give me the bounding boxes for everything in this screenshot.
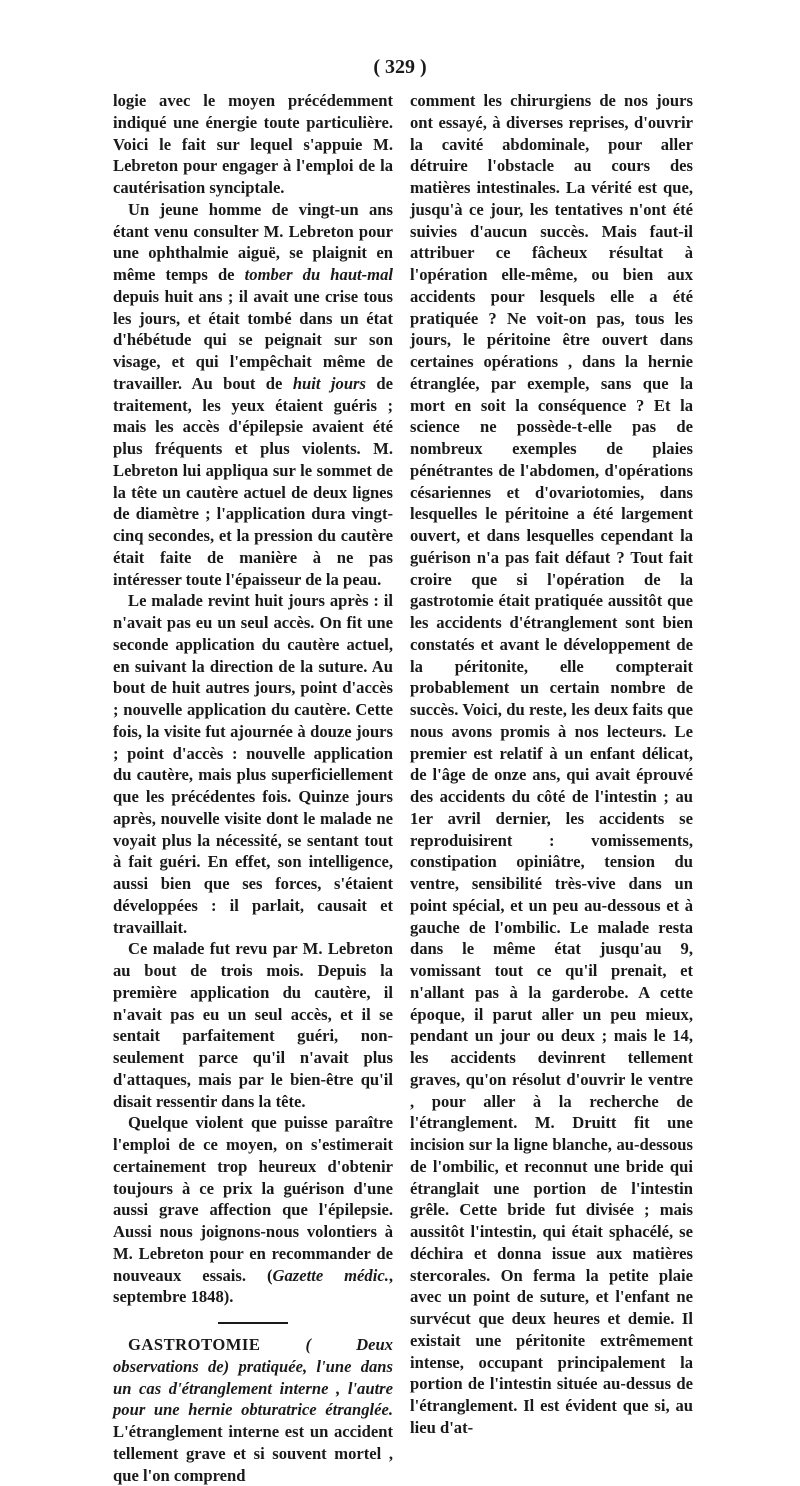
emphasis-text: huit jours <box>292 373 366 393</box>
text-run: , septembre 1848). <box>113 1265 394 1307</box>
paragraph: comment les chirurgiens de nos jours ont essayé, à diverses reprises, d'ouvrir la cavité abdominale, pour aller détruire l'obstacle au cours des matières intestinales. La vérité est que, jusqu'à ce jour, les tentatives n'ont été suivies d'aucun succès. Mais faut-il attribuer ce fâcheux résultat à l'opération elle-même, ou bien aux accidents pour lesquels elle a été pratiquée ? Ne voit-on pas, tous les jours, le péritoine être ouvert dans certaines opérations , dans la hernie étranglée, par exemple, sans que la mort en soit la conséquence ? Et la science ne possède-t-elle pas de nombreux exemples de plaies pénétrantes de l'abdomen, d'opérations césariennes et d'ovariotomies, dans lesquelles le péritoine a été largement ouvert, et dans lesquelles cependant la guérison n'a pas fait défaut ? Tout fait croire que si l'opération de la gastrotomie était pratiquée aussitôt que les accidents d'étranglement sont bien constatés et avant le développement de la péritonite, elle compterait probablement un certain nombre de succès. Voici, du reste, les deux faits que nous avons promis à nos lecteurs. Le premier est relatif à un enfant délicat, de l'âge de onze ans, qui avait éprouvé des accidents du côté de l'intestin ; au 1er avril dernier, les accidents se reproduisirent : vomissements, constipation opiniâtre, tension du ventre, sensibilité très-vive dans un point spécial, et un peu au-dessous et à gauche de l'ombilic. Le malade resta dans le même état jusqu'au 9, vomissant tout ce qu'il prenait, et n'allant pas à la garderobe. A cette époque, il parut aller un peu mieux, pendant un jour ou deux ; mais le 14, les accidents devinrent tellement graves, qu'on résolut d'ouvrir le ventre , pour aller à la recherche de l'étranglement. M. Druitt fit une incision sur la ligne blanche, au-dessous de l'ombilic, et reconnut une bride qui étranglait une portion de l'intestin grêle. Cette bride fut divisée ; mais aussitôt l'intestin, qui était sphacélé, se déchira et donna issue aux matières stercorales. On ferma la petite plaie avec un point de suture, et l'enfant ne survécut que deux heures et demie. Il existait une péritonite extrêmement intense, occupant principalement la portion de l'intestin située au-dessus de l'étranglement. Il est évident que si, au lieu d'at- <box>410 91 693 1437</box>
paragraph <box>113 1334 393 1486</box>
emphasis-text: ( Deux observations de) pratiquée, l'une dans un cas d'étranglement interne , l'autre pour une hernie obturatrice étranglée. <box>113 1335 393 1420</box>
paragraph: Le malade revint huit jours après : il n'avait pas eu un seul accès. On fit une seconde application du cautère actuel, en suivant la direction de la suture. Au bout de huit autres jours, point d'accès ; nouvelle application du cautère. Cette fois, la visite fut ajournée à douze jours ; point d'accès : nouvelle application du cautère, mais plus superficiellement que les précédentes fois. Quinze jours après, nouvelle visite dont le malade ne voyait plus la nécessité, se sentant tout à fait guéri. En effet, son intelligence, aussi bien que ses forces, s'étaient développées : il parlait, causait et travaillait. <box>113 591 393 937</box>
paragraph <box>113 199 393 591</box>
text-run: Un jeune homme de vingt-un ans étant venu consulter M. Lebreton pour une ophthalmie aiguë, se plaignit en même temps de <box>113 199 393 284</box>
text-run: Quelque violent que puisse paraître l'emploi de ce moyen, on s'estimerait certainement trop heureux d'obtenir toujours à ce prix la guérison d'une aussi grave affection que l'épilepsie. Aussi nous joignons-nous volontiers à M. Lebreton pour en recommander de nouveaux essais. ( <box>113 1113 393 1285</box>
text-run: de traitement, les yeux étaient guéris ; mais les accès d'épilepsie avaient été plus fréquents et plus violents. M. Lebreton lui appliqua sur le sommet de la tête un cautère actuel de deux lignes de diamètre ; l'application dura vingt-cinq secondes, et la pression du cautère était faite de manière à ne pas intéresser toute l'épaisseur de la peau. <box>113 373 393 589</box>
paragraph <box>113 1112 393 1308</box>
emphasis-text: Gazette médic. <box>272 1265 389 1285</box>
right-column <box>410 90 693 1439</box>
section-title: GASTROTOMIE <box>128 1335 261 1354</box>
paragraph: Ce malade fut revu par M. Lebreton au bout de trois mois. Depuis la première application du cautère, il n'avait pas eu un seul accès, et il se sentait parfaitement guéri, non-seulement parce qu'il n'avait plus d'attaques, mais par le bien-être qu'il disait ressentir dans la tête. <box>113 939 393 1111</box>
page-number: ( 329 ) <box>373 56 427 78</box>
paragraph: logie avec le moyen précédemment indiqué une énergie toute particulière. Voici le fait sur lequel s'appuie M. Lebreton pour engager à l'emploi de la cautérisation synciptale. <box>113 91 393 197</box>
section-divider <box>218 1322 288 1324</box>
text-run: L'étranglement interne est un accident tellement grave et si souvent mortel , que l'on comprend <box>113 1422 393 1485</box>
emphasis-text: tomber du haut-mal <box>244 265 393 284</box>
text-run: depuis huit ans ; il avait une crise tous les jours, et était tombé dans un état d'hébétude qui se peignait sur son visage, et qui l'empêchait même de travailler. Au bout de <box>113 286 393 393</box>
left-column <box>113 90 393 1486</box>
